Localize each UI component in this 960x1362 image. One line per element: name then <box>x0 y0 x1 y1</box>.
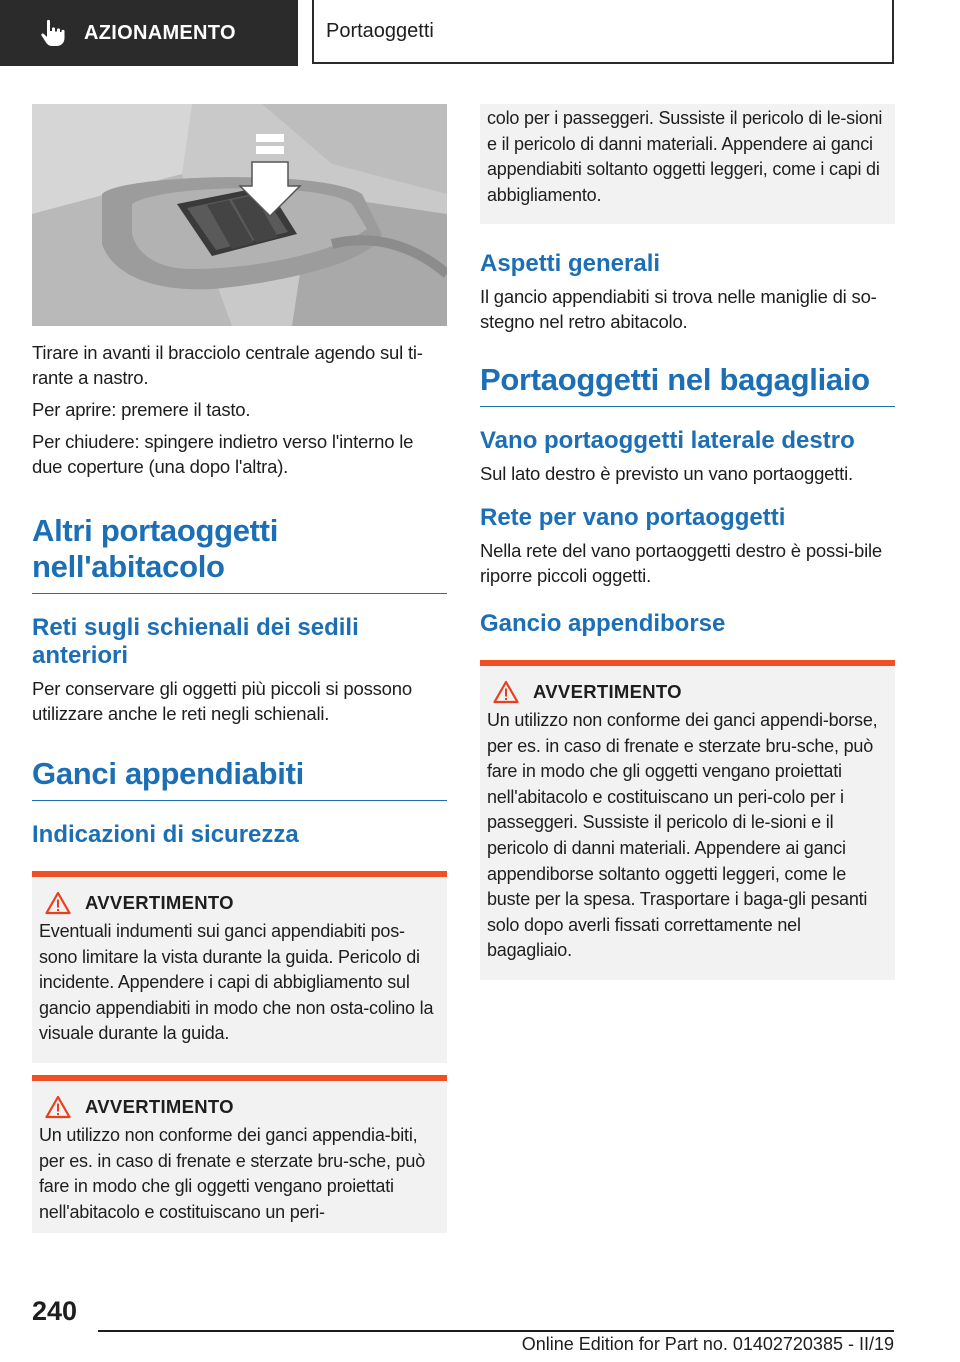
right-column <box>480 104 895 980</box>
edition-note: Online Edition for Part no. 01402720385 - II/19 <box>521 1334 894 1354</box>
warning-triangle-icon <box>45 1095 71 1119</box>
warning-header <box>39 1095 439 1119</box>
heading-reti-schienali: Reti sugli schienali dei sedili anteriori <box>32 614 359 669</box>
page-footer <box>0 1290 960 1362</box>
heading-altri-portaoggetti: Altri portaoggetti nell'abitacolo <box>32 513 447 594</box>
warning-box-2 <box>32 1075 447 1233</box>
heading-indicazioni-sicurezza: Indicazioni di sicurezza <box>32 821 299 848</box>
chapter-title-box <box>312 0 894 64</box>
warning-header <box>39 891 439 915</box>
warning-box-3 <box>480 660 895 980</box>
heading-ganci-appendiabiti: Ganci appendiabiti <box>32 756 447 801</box>
heading-vano-laterale-destro: Vano portaoggetti laterale destro <box>480 427 855 454</box>
warning-box-2-continued <box>480 104 895 224</box>
page-number: 240 <box>32 1296 78 1326</box>
caption-open: Per aprire: premere il tasto. <box>32 399 251 420</box>
warning-text: Eventuali indumenti sui ganci appendiabiti pos-sono limitare la vista durante la guida. Pericolo di incidente. Appendere i capi di abbigliamento sul gancio appendiabiti in modo che non osta-colino la visuale durante la guida. <box>39 921 434 1044</box>
warning-triangle-icon <box>493 680 519 704</box>
warning-triangle-icon <box>45 891 71 915</box>
warning-title: AVVERTIMENTO <box>533 681 682 702</box>
warning-text: Un utilizzo non conforme dei ganci appendia-biti, per es. in caso di frenate e sterzate bru-sche, può fare in modo che gli oggetti vengano proiettati nell'abitacolo e costituiscano un peri- <box>39 1124 426 1222</box>
warning-header <box>487 680 887 704</box>
caption-pull-armrest: Tirare in avanti il bracciolo centrale agendo sul ti-rante a nastro. <box>32 342 423 388</box>
warning-box-1 <box>32 871 447 1063</box>
chapter-title: Portaoggetti <box>326 19 434 42</box>
warning-title: AVVERTIMENTO <box>85 1095 234 1117</box>
text-rete-vano: Nella rete del vano portaoggetti destro è possi-bile riporre piccoli oggetti. <box>480 540 882 586</box>
section-title: AZIONAMENTO <box>84 21 236 44</box>
text-vano-laterale-destro: Sul lato destro è previsto un vano portaoggetti. <box>480 463 853 484</box>
page-header <box>0 0 960 66</box>
heading-rete-vano: Rete per vano portaoggetti <box>480 504 786 531</box>
footer-divider <box>98 1330 894 1332</box>
heading-aspetti-generali: Aspetti generali <box>480 250 661 277</box>
left-column <box>32 104 447 1233</box>
text-aspetti-generali: Il gancio appendiabiti si trova nelle maniglie di so-stegno nel retro abitacolo. <box>480 286 877 332</box>
text-reti-schienali: Per conservare gli oggetti più piccoli si possono utilizzare anche le reti negli schienali. <box>32 678 412 724</box>
pointing-hand-icon <box>38 18 68 48</box>
heading-gancio-appendiborse: Gancio appendiborse <box>480 610 726 637</box>
warning-text: colo per i passeggeri. Sussiste il pericolo di le-sioni e il pericolo di danni materiali. Appendere ai ganci appendiabiti soltanto oggetti leggeri, come i capi di abbigliamento. <box>487 108 883 205</box>
heading-portaoggetti-bagagliaio: Portaoggetti nel bagagliaio <box>480 362 895 407</box>
caption-close: Per chiudere: spingere indietro verso l'interno le due coperture (una dopo l'altra). <box>32 431 414 477</box>
warning-text: Un utilizzo non conforme dei ganci appendi-borse, per es. in caso di frenate e sterzate bru-sche, può fare in modo che gli oggetti vengano proiettati nell'abitacolo e costituiscano un peri-colo per i passeggeri. Sussiste il pericolo di le-sioni e il pericolo di danni materiali. Appendere ai ganci appendiborse soltanto oggetti leggeri, come le buste per la spesa. Trasportare i baga-gli pesanti solo dopo averli fissati correttamente nel bagagliaio. <box>487 710 878 961</box>
warning-title: AVVERTIMENTO <box>85 892 234 913</box>
section-tab <box>0 0 298 66</box>
armrest-photo <box>32 104 447 326</box>
